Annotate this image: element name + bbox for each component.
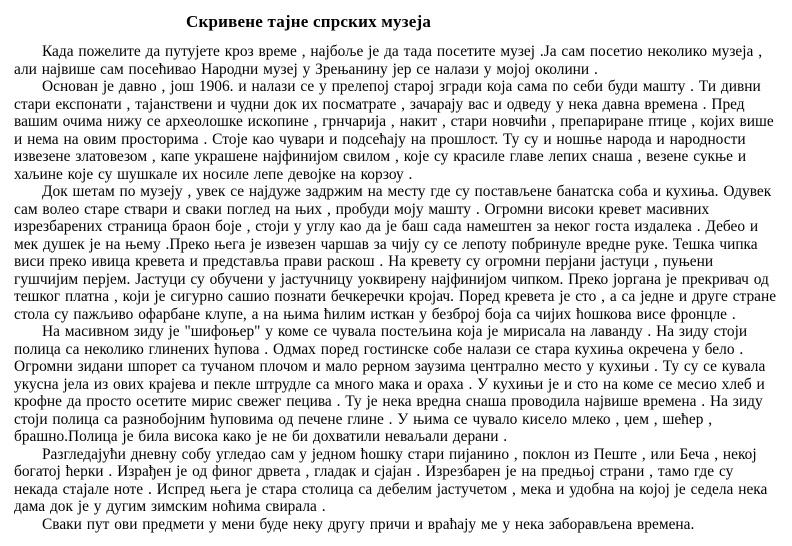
paragraph: Сваки пут ови предмети у мени буде неку другу причи и враћају ме у нека заборављена времена. [42,515,695,533]
paragraph: Разгледајући дневну собу угледао сам у једном ћошку стари пијанино , поклон из Пеште , или Беча , некој богатој ћерки . Израђен је од финог дрвета , гладак и сјајан . Изрезбарен је на предњој страни , тамо где су некада стајале ноте . Испред њега је стара столица са дебелим јастучетом , мека и удобна на којој је седела нека дама док је у дугим зимским ноћима свирала . [14,445,768,515]
paragraph: На масивном зиду је "шифоњер" у коме се чувала постељина која је мирисала на лаванду . На зиду стоји полица са неколико глинених ћупова . Одмах поред гостинске собе налази се стара кухиња окречена у бело . Огромни зидани шпорет са тучаном плочом и мало рерном заузима централно место у кухињи . Ту су се кувала укусна јела из ових крајева и пекле штрудле са много мака и ораха . У кухињи је и сто на коме се месио хлеб и крофне да просто осетите мирис свежег пецива . Ту је нека вредна снаша проводила највише времена . На зиду стоји полица са разнобојним ћуповима од печене глине . У њима се чувало кисело млеко , џем , шећер , брашно.Полица је била висока како је не би дохватили неваљали дерани . [14,323,766,445]
page-title: Скривене тајне спрских музеја [186,12,432,31]
paragraph: Основан је давно , још 1906. и налази се у прелепој старој згради која сама по себи буди машту . Ти дивни стари експонати , тајанствени и чудни док их посматрате , зачарају вас и одведу у нека давна времена . Пред вашим очима нижу се археолошке ископине , грнчарија , накит , стари новчићи , препариране птице , којих више и нема на овим просторима . Стоје као чувари и подсећају на прошлост. Ту су и ношње народа и народности извезене златовезом , капе украшене најфинијом свилом , које су красиле главе лепих снаша , везене сукње и хаљине које су шушкале их носиле лепе девојке на корзоу . [14,78,774,183]
document-body [14,43,780,533]
paragraph: Док шетам по музеју , увек се најдуже задржим на месту где су постављене банатска соба и кухиња. Одувек сам волео старе ствари и сваки поглед на њих , пробуди моју машту . Огромни високи кревет масивних изрезбарених страница браон боје , стоји у углу као да је баш сада намештен за неког госта издалека . Дебео и мек душек је на њему .Преко њега је извезен чаршав за чију су се лепоту побринуле вредне руке. Тешка чипка виси преко ивица кревета и представља прави раскош . На кревету су огромни перјани јастуци , пуњени гушчијим перјем. Јастуци су обучени у јастучницу уоквирену најфинијом чипком. Преко јоргана је прекривач од тешког платна , који је сигурно сашио познати бечкеречки кројач. Поред кревета је сто , а са једне и друге стране стола су пажљиво офарбане клупе, а на њима ћилим исткан у безброј боја са чијих ћошкова висе фронцле . [14,183,777,323]
paragraph: Када пожелите да путујете кроз време , најбоље је да тада посетите музеј .Ја сам посетио неколико музеја , али највише сам посећивао Народни музеј у Зрењанину јер се налази у мојој околини . [14,43,763,78]
